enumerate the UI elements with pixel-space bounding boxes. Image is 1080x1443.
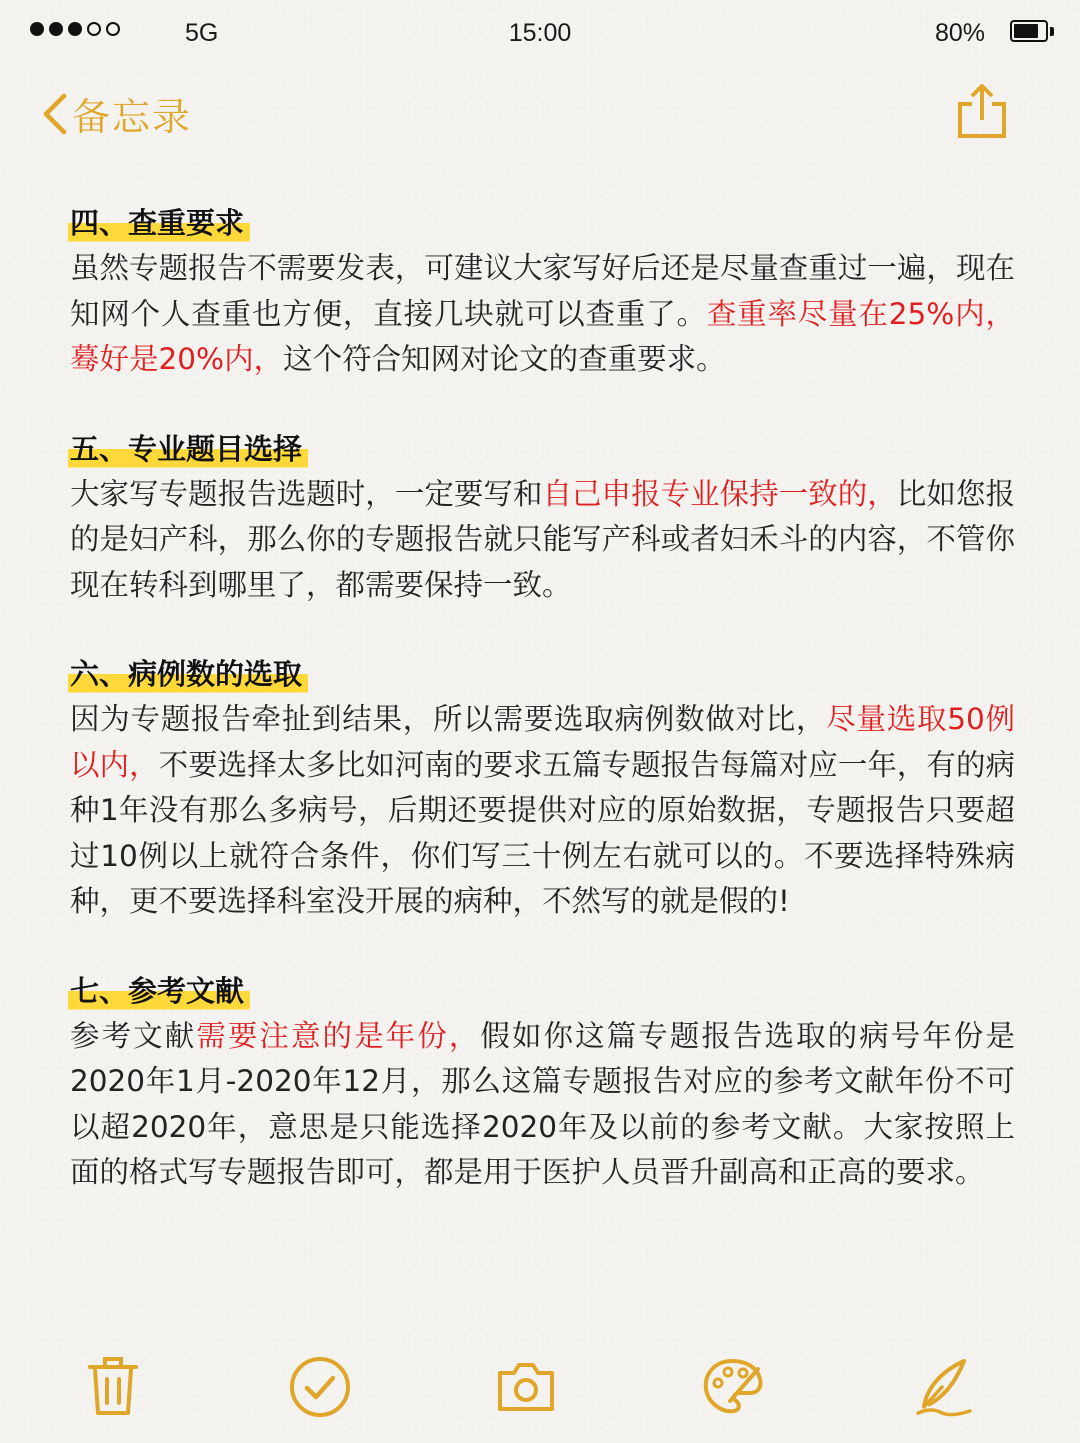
paragraph-text: 不要选择太多比如河南的要求五篇专题报告每篇对应一年，有的病种1年没有那么多病号，后期还要提供对应的原始数据，专题报告只要超过10例以上就符合条件，你们写三十例左右就可以的。不要选择特殊病种，更不要选择科室没开展的病种，不然写的就是假的! [70, 747, 1015, 918]
camera-button[interactable] [494, 1355, 558, 1423]
chevron-left-icon [40, 92, 68, 136]
section-case-count [70, 651, 1015, 925]
trash-icon [86, 1355, 140, 1419]
compose-button[interactable] [912, 1355, 976, 1423]
note-body[interactable] [70, 200, 1015, 1239]
section-paragraph [70, 1014, 1015, 1196]
paragraph-text: 比如您报的是妇产科，那么你的专题报告就只能写产科或者妇禾斗的内容，不管你现在转科到哪里了，都需要保持一致。 [70, 476, 1015, 602]
camera-icon [494, 1355, 558, 1419]
bottom-toolbar [0, 1355, 1080, 1425]
paragraph-text: 大家写专题报告选题时，一定要写和 [70, 476, 543, 511]
navigation-bar [0, 80, 1080, 150]
battery-percent: 80% [935, 19, 986, 47]
emphasis-text: 尽量选取50例以内， [70, 702, 1015, 782]
emphasis-text: 查重率尽量在25%内，蓦好是20%内， [70, 296, 1015, 376]
markup-button[interactable] [700, 1355, 768, 1423]
paragraph-text: 假如你这篇专题报告选取的病号年份是2020年1月-2020年12月，那么这篇专题报告对应的参考文献年份不可以超2020年，意思是只能选择2020年及以前的参考文献。大家按照上面的格式写专题报告即可，都是用于医护人员晋升副高和正高的要求。 [70, 1018, 1015, 1189]
share-icon [950, 80, 1014, 144]
paragraph-text: 参考文献 [70, 1018, 197, 1053]
paragraph-text: 虽然专题报告不需要发表，可建议大家写好后还是尽量查重过一遍，现在知网个人查重也方便，直接几块就可以查重了。 [70, 251, 1015, 331]
delete-button[interactable] [86, 1355, 140, 1423]
section-plagiarism-check [70, 200, 1015, 383]
status-time: 15:00 [508, 19, 572, 47]
section-references [70, 968, 1015, 1196]
section-heading: 七、参考文献 [68, 968, 250, 1014]
section-heading: 五、专业题目选择 [68, 426, 308, 472]
palette-icon [700, 1355, 768, 1419]
checkmark-icon [288, 1355, 352, 1419]
paragraph-text: 这个符合知网对论文的查重要求。 [283, 342, 726, 376]
back-button-label: 备忘录 [72, 95, 193, 139]
battery-cap [1050, 27, 1054, 36]
paragraph-text: 因为专题报告牵扯到结果，所以需要选取病例数做对比， [70, 702, 827, 736]
section-paragraph [70, 472, 1015, 609]
pen-icon [912, 1355, 976, 1419]
section-paragraph [70, 246, 1015, 383]
emphasis-text: 自己申报专业保持一致的， [542, 476, 897, 511]
section-heading: 四、查重要求 [68, 200, 250, 246]
section-topic-selection [70, 426, 1015, 609]
section-heading: 六、病例数的选取 [68, 651, 308, 697]
section-paragraph [70, 697, 1015, 925]
emphasis-text: 需要注意的是年份， [196, 1018, 481, 1053]
battery-icon [1010, 20, 1048, 42]
status-bar [0, 0, 1080, 66]
back-button[interactable] [40, 86, 192, 141]
share-button[interactable] [950, 80, 1014, 148]
network-type: 5G [185, 19, 219, 47]
checklist-button[interactable] [288, 1355, 352, 1423]
